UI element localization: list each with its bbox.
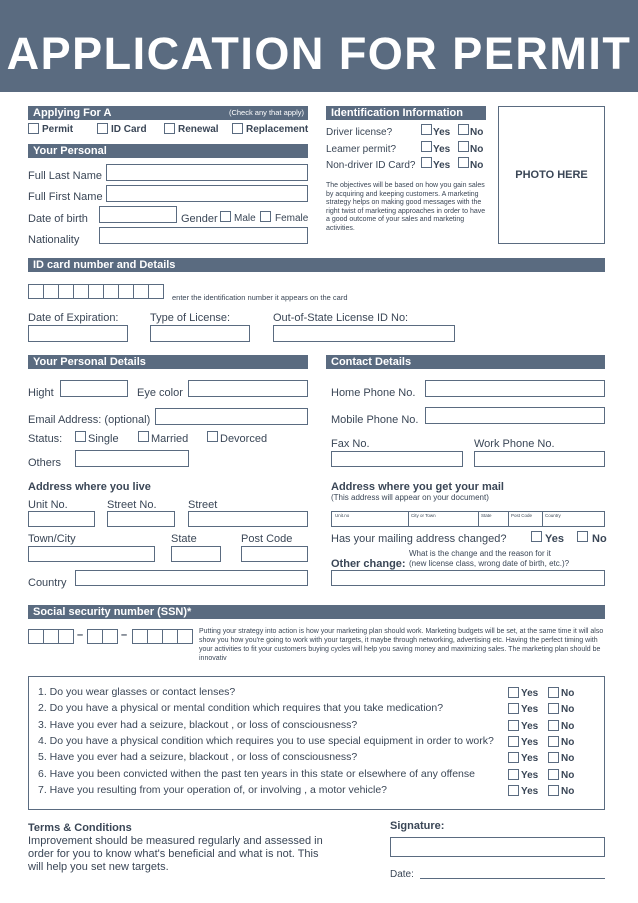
learner-yes-checkbox[interactable] [421, 141, 432, 152]
question-yes-checkbox[interactable] [508, 752, 519, 763]
question-row [38, 784, 598, 798]
license-type-label: Type of License: [150, 312, 231, 324]
question-text: 4. Do you have a physical condition which requires you to use special equipment in order to work? [38, 734, 494, 747]
gender-label: Gender [181, 213, 218, 225]
out-of-state-input[interactable] [273, 325, 455, 342]
question-yes-label: Yes [521, 769, 539, 781]
driver-yes-label: Yes [433, 127, 451, 138]
question-no-checkbox[interactable] [548, 736, 559, 747]
question-yes-label: Yes [521, 688, 539, 699]
ssn-dash-1: – [77, 629, 84, 641]
others-label: Others [28, 457, 62, 469]
mail-state-col: State [481, 513, 492, 518]
female-label: Female [275, 213, 309, 224]
street-no-input[interactable] [107, 511, 175, 527]
country-input[interactable] [75, 570, 308, 586]
mail-changed-yes-label: Yes [545, 533, 564, 545]
female-checkbox[interactable] [260, 211, 271, 222]
fax-input[interactable] [331, 451, 463, 467]
signature-label: Signature: [390, 820, 445, 832]
question-row [38, 719, 598, 733]
question-no-checkbox[interactable] [548, 720, 559, 731]
question-text: 3. Have you ever had a seizure, blackout , or loss of consciousness? [38, 718, 358, 731]
renewal-label: Renewal [178, 124, 219, 135]
home-phone-label: Home Phone No. [331, 387, 416, 399]
question-row [38, 702, 598, 716]
photo-label: PHOTO HERE [515, 169, 588, 181]
street-label: Street [188, 499, 218, 511]
unit-label: Unit No. [28, 499, 68, 511]
terms-title: Terms & Conditions [28, 822, 132, 834]
question-yes-checkbox[interactable] [508, 785, 519, 796]
question-yes-checkbox[interactable] [508, 736, 519, 747]
question-row [38, 735, 598, 749]
mail-address-title: Address where you get your mail [331, 481, 504, 493]
town-input[interactable] [28, 546, 155, 562]
question-yes-checkbox[interactable] [508, 687, 519, 698]
full-first-name-label: Full First Name [28, 191, 103, 203]
question-yes-checkbox[interactable] [508, 769, 519, 780]
mail-changed-label: Has your mailing address changed? [331, 533, 507, 545]
permit-label: Permit [42, 124, 74, 135]
mail-city-col: City or Town [411, 513, 436, 518]
question-no-checkbox[interactable] [548, 752, 559, 763]
status-label: Status: [28, 433, 63, 445]
question-yes-checkbox[interactable] [508, 703, 519, 714]
work-phone-label: Work Phone No. [474, 438, 555, 450]
question-row [38, 686, 598, 700]
town-label: Town/City [28, 533, 76, 545]
learner-yes-label: Yes [433, 144, 451, 155]
mail-changed-no-checkbox[interactable] [577, 531, 588, 542]
hight-input[interactable] [60, 380, 128, 397]
applying-section-bar [28, 106, 308, 120]
question-yes-label: Yes [521, 753, 539, 765]
question-no-label: No [561, 704, 575, 716]
nondriver-no-checkbox[interactable] [458, 157, 469, 168]
question-no-label: No [561, 769, 575, 781]
driver-no-label: No [470, 127, 484, 138]
question-text: 1. Do you wear glasses or contact lenses? [38, 686, 236, 698]
id-number-hint: enter the identification number it appears on the card [172, 293, 348, 302]
id-card-bar: ID card number and Details [28, 258, 605, 272]
renewal-checkbox[interactable] [164, 123, 175, 134]
identification-bar: Identification Information [326, 106, 486, 120]
personal-details-bar: Your Personal Details [28, 355, 308, 369]
married-checkbox[interactable] [138, 431, 149, 442]
question-yes-label: Yes [521, 704, 539, 716]
state-label: State [171, 533, 197, 545]
eye-color-label: Eye color [137, 387, 183, 399]
applying-note: (Check any that apply) [228, 108, 304, 117]
other-change-input[interactable] [331, 570, 605, 586]
full-last-name-input[interactable] [106, 164, 308, 181]
out-of-state-label: Out-of-State License ID No: [273, 312, 409, 324]
male-label: Male [234, 213, 256, 224]
email-input[interactable] [155, 408, 308, 425]
question-no-checkbox[interactable] [548, 769, 559, 780]
driver-license-label: Driver license? [326, 127, 393, 138]
male-checkbox[interactable] [220, 211, 231, 222]
unit-input[interactable] [28, 511, 95, 527]
ssn-part1[interactable] [28, 629, 73, 644]
question-no-checkbox[interactable] [548, 703, 559, 714]
ssn-bar: Social security number (SSN)* [28, 605, 605, 619]
street-input[interactable] [188, 511, 308, 527]
ssn-dash-2: – [121, 629, 128, 641]
mail-changed-yes-checkbox[interactable] [531, 531, 542, 542]
id-card-label: ID Card [111, 124, 147, 135]
id-number-boxes[interactable] [28, 284, 163, 299]
devorced-checkbox[interactable] [207, 431, 218, 442]
mail-unit-col: Unit.no [335, 513, 350, 518]
nondriver-yes-label: Yes [433, 160, 451, 171]
question-yes-label: Yes [521, 720, 539, 732]
replacement-checkbox[interactable] [232, 123, 243, 134]
other-change-note: (new license class, wrong date of birth, etc.)? [409, 559, 570, 568]
question-text: 2. Do you have a physical or mental condition which requires that you take medication? [38, 702, 444, 715]
question-row [38, 751, 598, 765]
question-no-label: No [561, 736, 575, 748]
date-of-birth-input[interactable] [99, 206, 177, 223]
devorced-label: Devorced [220, 433, 268, 445]
post-code-label: Post Code [241, 533, 293, 545]
identification-blurb: The objectives will be based on how you gain sales by acquiring and keeping customers. A marketing strategy helps on making good messages with the right twist of marketing approaches in order to have a good outcome of your sales and marketing activities. [326, 182, 486, 232]
question-text: 5. Have you ever had a seizure, blackout , or loss of consciousness? [38, 751, 358, 764]
ssn-text: Putting your strategy into action is how your marketing plan should work. Marketing budgets will be set, at the same time it will also show you how you're going to work with your targets, it maybe through networking, advertising etc. Having the perfect timing with your activities to fit your customers buying cycles will help you saving money and maximizing sales. The marketing plan should be innovativ [199, 628, 604, 662]
applying-title: Applying For A [33, 107, 112, 119]
id-card-checkbox[interactable] [97, 123, 108, 134]
mobile-phone-label: Mobile Phone No. [331, 414, 419, 426]
learner-permit-label: Leamer permit? [326, 144, 397, 155]
home-phone-input[interactable] [425, 380, 605, 397]
mail-changed-no-label: No [592, 533, 607, 545]
ssn-part3[interactable] [132, 629, 192, 644]
your-personal-bar: Your Personal [28, 144, 308, 158]
expiration-label: Date of Expiration: [28, 312, 119, 324]
live-address-title: Address where you live [28, 481, 151, 493]
mail-address-grid[interactable] [331, 511, 605, 527]
mail-address-note: (This address will appear on your document) [331, 493, 489, 502]
question-row [38, 768, 598, 782]
replacement-label: Replacement [246, 124, 309, 135]
other-change-label: Other change: [331, 558, 406, 570]
street-no-label: Street No. [107, 499, 157, 511]
question-no-label: No [561, 720, 575, 732]
nationality-input[interactable] [99, 227, 308, 244]
license-type-input[interactable] [150, 325, 250, 342]
full-last-name-label: Full Last Name [28, 170, 102, 182]
fax-label: Fax No. [331, 438, 370, 450]
mail-country-col: Country [545, 513, 561, 518]
others-input[interactable] [75, 450, 189, 467]
expiration-input[interactable] [28, 325, 128, 342]
terms-text: Improvement should be measured regularly and assessed in order for you to know what's beneficial and what is not. This will help you set new targets. [28, 835, 323, 873]
full-first-name-input[interactable] [106, 185, 308, 202]
question-no-label: No [561, 785, 575, 797]
ssn-part2[interactable] [87, 629, 117, 644]
question-text: 7. Have you resulting from your operation of, or involving , a motor vehicle? [38, 783, 388, 796]
eye-color-input[interactable] [188, 380, 308, 397]
permit-checkbox[interactable] [28, 123, 39, 134]
contact-details-bar: Contact Details [326, 355, 605, 369]
question-yes-label: Yes [521, 736, 539, 748]
learner-no-label: No [470, 144, 484, 155]
page-title: APPLICATION FOR PERMIT [6, 28, 632, 79]
country-label: Country [28, 577, 67, 589]
question-yes-checkbox[interactable] [508, 720, 519, 731]
single-checkbox[interactable] [75, 431, 86, 442]
driver-yes-checkbox[interactable] [421, 124, 432, 135]
date-of-birth-label: Date of birth [28, 213, 88, 225]
nationality-label: Nationality [28, 234, 80, 246]
date-label: Date: [390, 869, 414, 880]
change-question: What is the change and the reason for it [409, 549, 551, 558]
photo-box[interactable] [498, 106, 605, 244]
question-no-label: No [561, 688, 575, 699]
email-label: Email Address: (optional) [28, 414, 151, 426]
post-code-input[interactable] [241, 546, 308, 562]
question-no-checkbox[interactable] [548, 687, 559, 698]
nondriver-no-label: No [470, 160, 484, 171]
hight-label: Hight [28, 387, 54, 399]
signature-input[interactable] [390, 837, 605, 857]
state-input[interactable] [171, 546, 221, 562]
single-label: Single [88, 433, 119, 445]
work-phone-input[interactable] [474, 451, 605, 467]
date-line[interactable] [420, 878, 605, 879]
question-no-checkbox[interactable] [548, 785, 559, 796]
question-text: 6. Have you been convicted withen the past ten years in this state or elsewhere of any offense [38, 767, 475, 780]
married-label: Married [151, 433, 189, 445]
driver-no-checkbox[interactable] [458, 124, 469, 135]
nondriver-yes-checkbox[interactable] [421, 157, 432, 168]
mobile-phone-input[interactable] [425, 407, 605, 424]
learner-no-checkbox[interactable] [458, 141, 469, 152]
question-no-label: No [561, 753, 575, 765]
nondriver-id-label: Non-driver ID Card? [326, 160, 416, 171]
question-yes-label: Yes [521, 785, 539, 797]
mail-post-col: Post Code [511, 513, 533, 518]
